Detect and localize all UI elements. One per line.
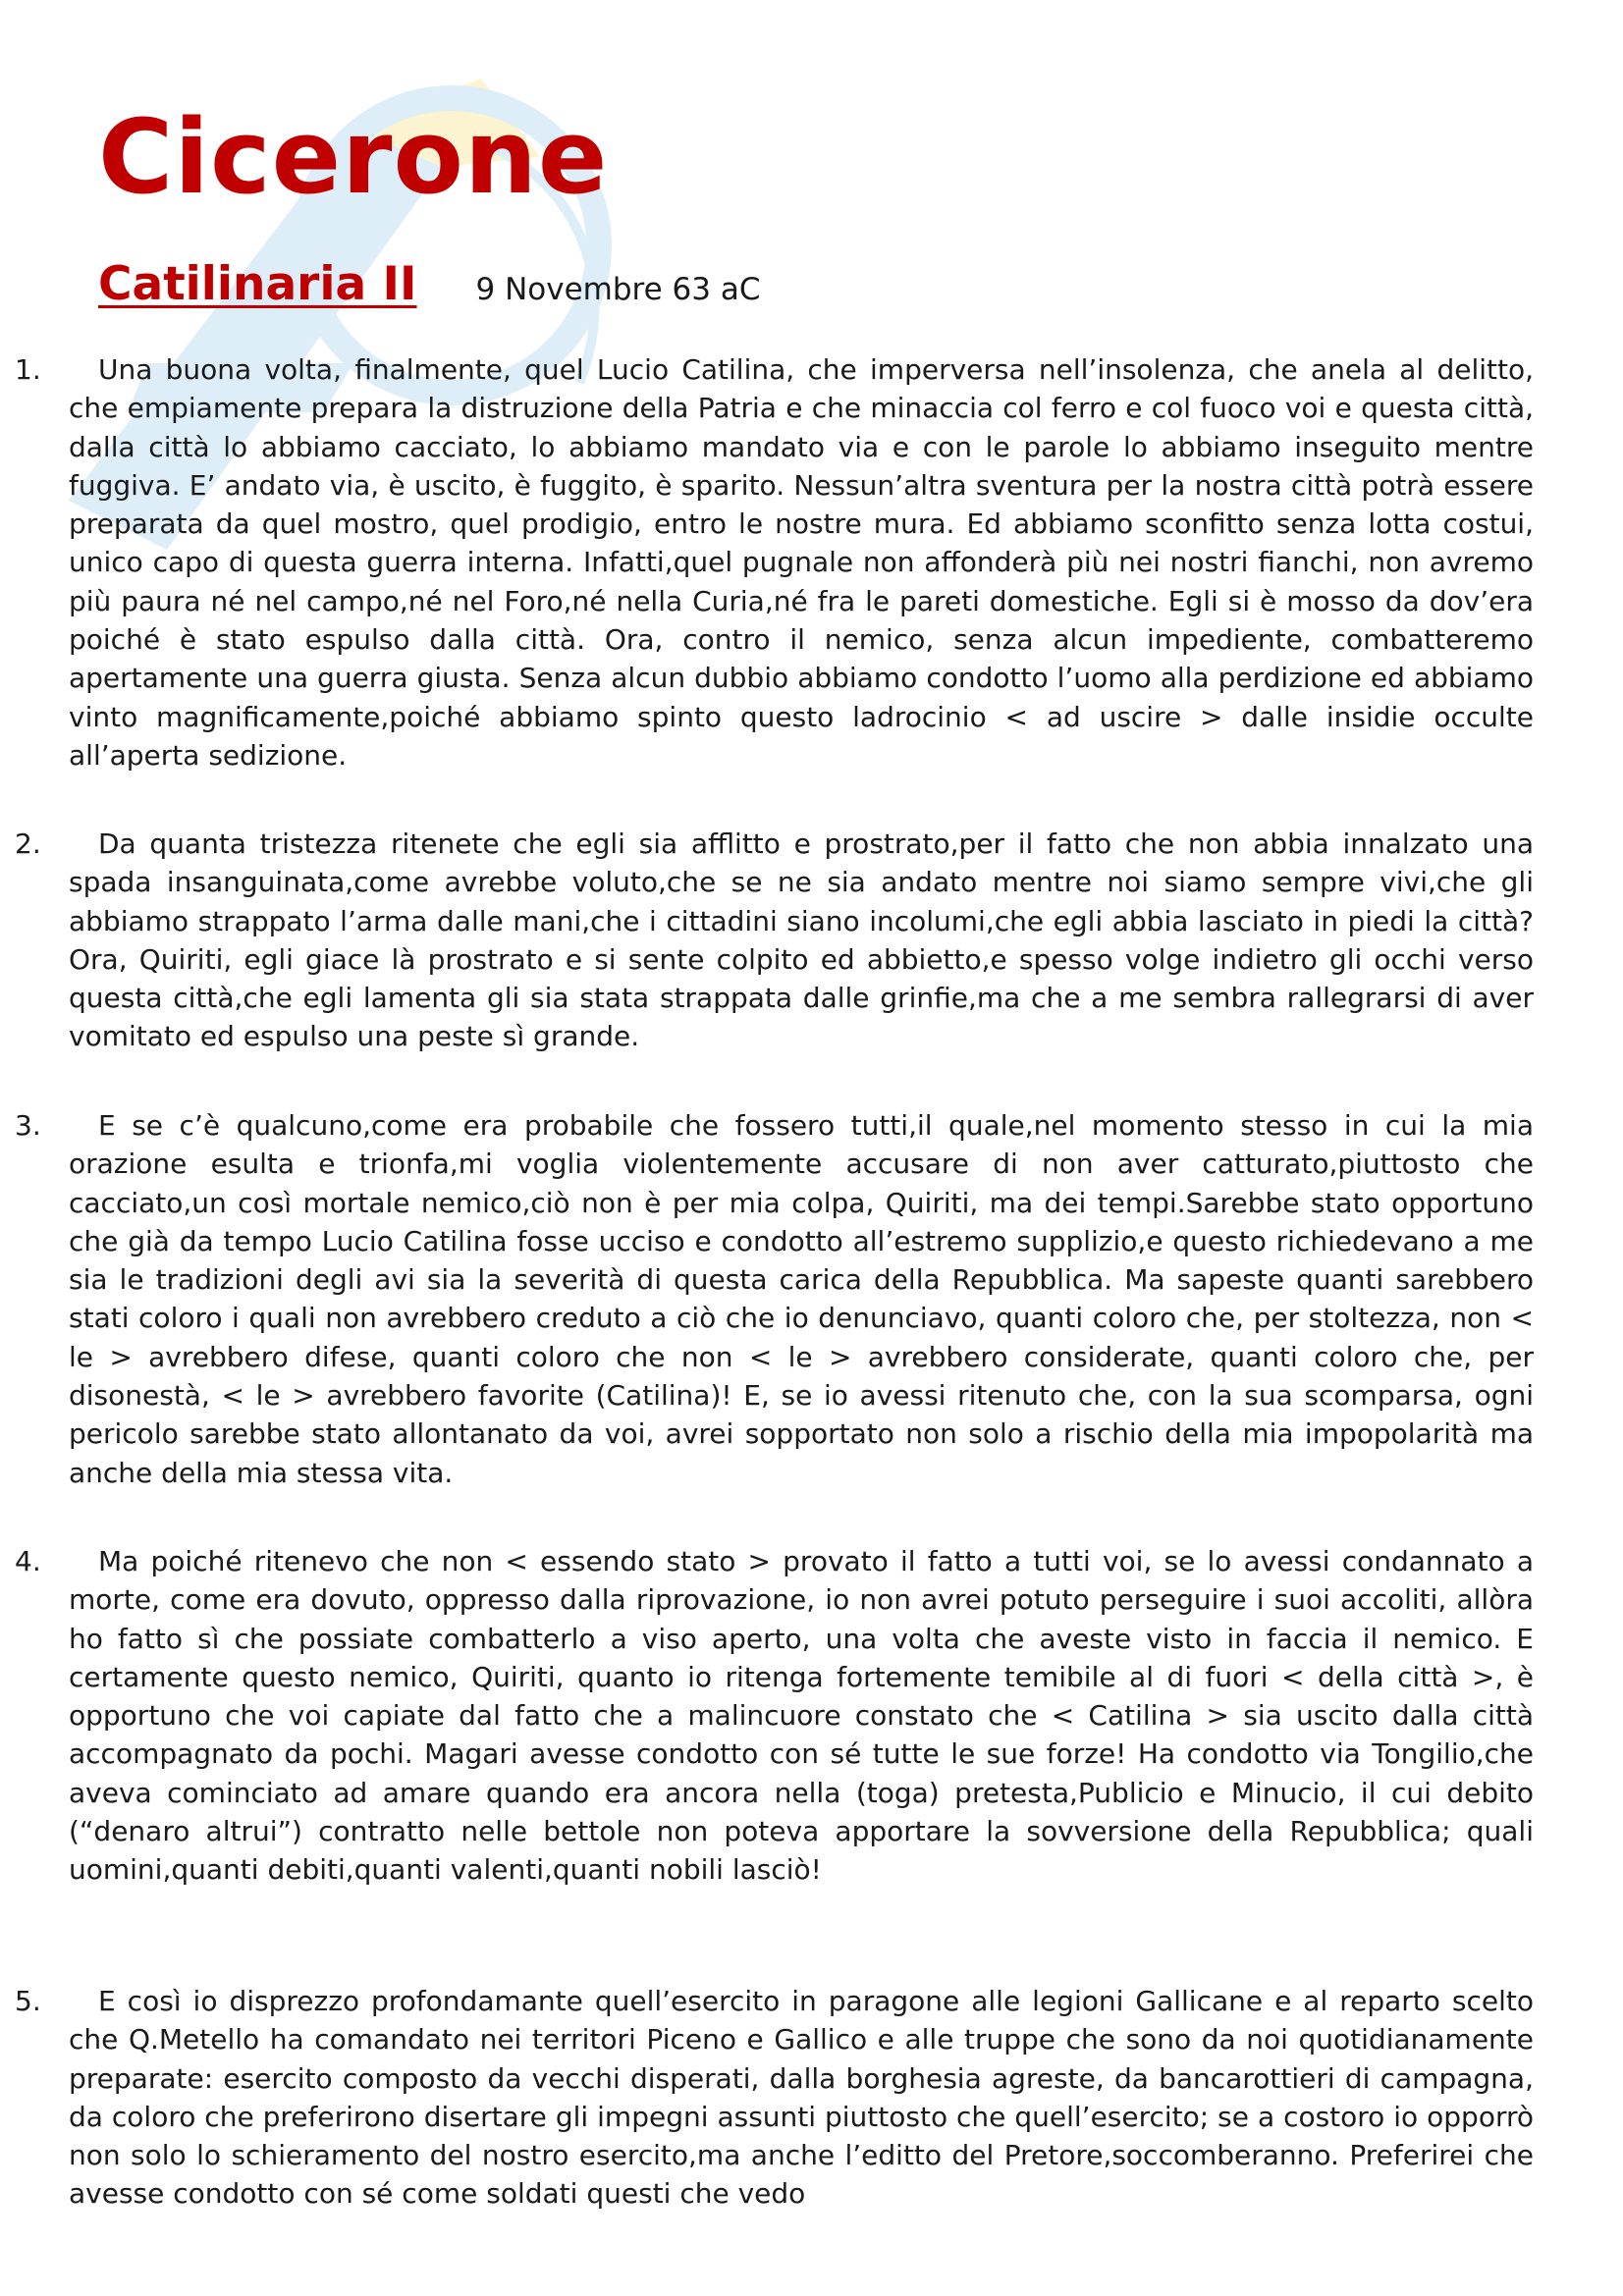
paragraph-text: E se c’è qualcuno,come era probabile che fossero tutti,il quale,nel momento stesso in cui la mia orazione esulta e trionfa,mi voglia violentemente accusare di non aver catturato,piuttosto che cacciato,un così mortale nemico,ciò non è per mia colpa, Quiriti, ma dei tempi.Sarebbe stato opportuno che già da tempo Lucio Catilina fosse ucciso e condotto all’estremo supplizio,e questo richiedevano a me sia le tradizioni degli avi sia la severità di questa carica della Repubblica. Ma sapeste quanti sarebbero stati coloro i quali non avrebbero creduto a ciò che io denunciavo, quanti coloro che, per stoltezza, non < le > avrebbero difese, quanti coloro che non < le > avrebbero considerate, quanti coloro che, per disonestà, < le > avrebbero favorite (Catilina)! E, se io avessi ritenuto che, con la sua scomparsa, ogni pericolo sarebbe stato allontanato da voi, avrei sopportato non solo a rischio della mia impopolarità ma anche della mia stessa vita.	[69, 1109, 1534, 1489]
paragraph-4	[15, 1542, 1534, 1890]
document-date: 9 Novembre 63 aC	[475, 272, 761, 307]
paragraph-number: 5.	[15, 1985, 41, 2017]
paragraph-text: Da quanta tristezza ritenete che egli sia afflitto e prostrato,per il fatto che non abbia innalzato una spada insanguinata,come avrebbe voluto,che se ne sia andato mentre noi siamo sempre vivi,che gli abbiamo strappato l’arma dalle mani,che i cittadini siano incolumi,che egli abbia lasciato in piedi la città? Ora, Quiriti, egli giace là prostrato e si sente colpito ed abbietto,e spesso volge indietro gli occhi verso questa città,che egli lamenta gli sia stata strappata dalle grinfie,ma che a me sembra rallegrarsi di aver vomitato ed espulso una peste sì grande.	[69, 828, 1534, 1053]
paragraph-number: 4.	[15, 1545, 41, 1577]
paragraph-text: Una buona volta, finalmente, quel Lucio Catilina, che imperversa nell’insolenza, che anela al delitto, che empiamente prepara la distruzione della Patria e che minaccia col ferro e col fuoco voi e questa città, dalla città lo abbiamo cacciato, lo abbiamo mandato via e con le parole lo abbiamo inseguito mentre fuggiva. E’ andato via, è uscito, è fuggito, è sparito. Nessun’altra sventura per la nostra città potrà essere preparata da quel mostro, quel prodigio, entro le nostre mura. Ed abbiamo sconfitto senza lotta costui, unico capo di questa guerra interna. Infatti,quel pugnale non affonderà più nei nostri fianchi, non avremo più paura né nel campo,né nel Foro,né nella Curia,né fra le pareti domestiche. Egli si è mosso da dov’era poiché è stato espulso dalla città. Ora, contro il nemico, senza alcun impediente, combatteremo apertamente una guerra giusta. Senza alcun dubbio abbiamo condotto l’uomo alla perdizione ed abbiamo vinto magnificamente,poiché abbiamo spinto questo ladrocinio < ad uscire > dalle insidie occulte all’aperta sedizione.	[69, 353, 1534, 772]
document-title: Cicerone	[98, 97, 609, 217]
paragraph-number: 1.	[15, 353, 41, 386]
subtitle-row	[98, 257, 761, 316]
paragraph-text: E così io disprezzo profondamante quell’esercito in paragone alle legioni Gallicane e al reparto scelto che Q.Metello ha comandato nei territori Piceno e Gallico e alle truppe che sono da noi quotidianamente preparate: esercito composto da vecchi disperati, dalla borghesia agreste, da bancarottieri di campagna, da coloro che preferirono disertare gli impegni assunti piuttosto che quell’esercito; se a costoro io opporrò non solo lo schieramento del nostro esercito,ma anche l’editto del Pretore,soccomberanno. Preferirei che avesse condotto con sé come soldati questi che vedo	[69, 1985, 1534, 2211]
paragraph-number: 3.	[15, 1109, 41, 1142]
document-subtitle: Catilinaria II	[98, 257, 417, 311]
paragraph-3	[15, 1106, 1534, 1492]
paragraph-1	[15, 350, 1534, 774]
paragraph-text: Ma poiché ritenevo che non < essendo stato > provato il fatto a tutti voi, se lo avessi condannato a morte, come era dovuto, oppresso dalla riprovazione, io non avrei potuto perseguire i suoi accoliti, allòra ho fatto sì che possiate combatterlo a viso aperto, una volta che aveste visto in faccia il nemico. E certamente questo nemico, Quiriti, quanto io ritenga fortemente temibile al di fuori < della città >, è opportuno che voi capiate dal fatto che a malincuore constato che < Catilina > sia uscito dalla città accompagnato da pochi. Magari avesse condotto con sé tutte le sue forze! Ha condotto via Tongilio,che aveva cominciato ad amare quando era ancora nella (toga) pretesta,Publicio e Minucio, il cui debito (“denaro altrui”) contratto nelle bettole non poteva apportare la sovversione della Repubblica; quali uomini,quanti debiti,quanti valenti,quanti nobili lasciò!	[69, 1545, 1534, 1887]
paragraph-5	[15, 1982, 1534, 2215]
paragraph-2	[15, 825, 1534, 1056]
paragraph-number: 2.	[15, 828, 41, 860]
